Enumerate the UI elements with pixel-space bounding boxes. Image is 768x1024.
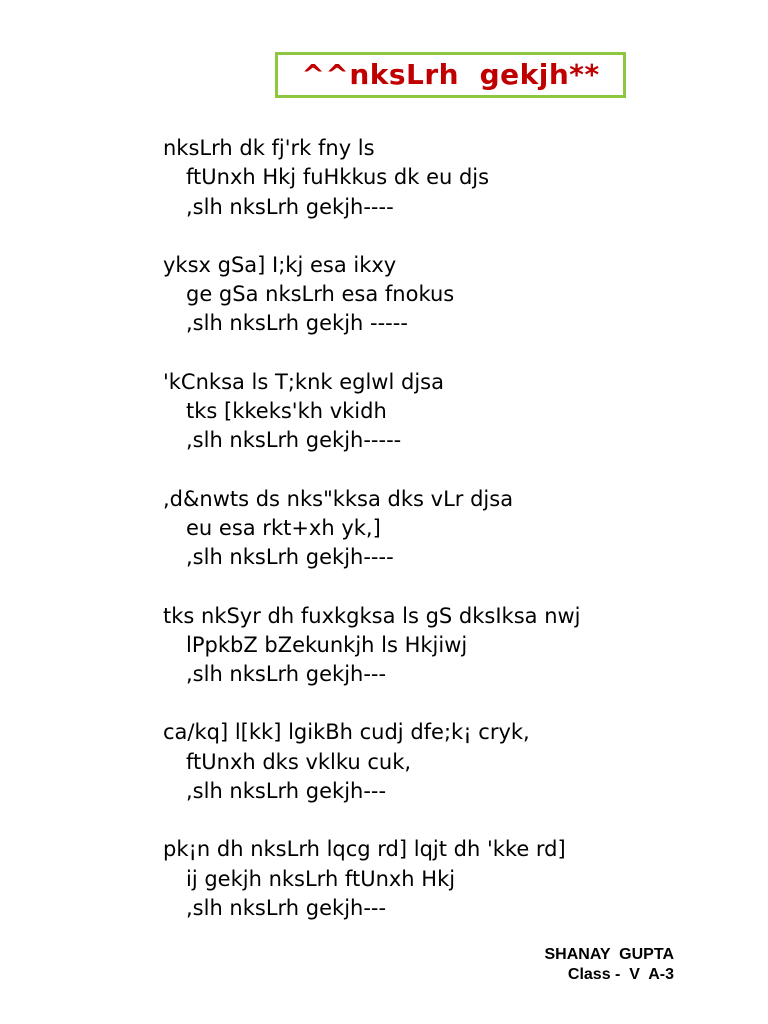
poem-line: 'kCnksa ls T;knk eglwl djsa — [163, 369, 444, 394]
stanza-1 — [163, 134, 753, 222]
poem-line: eu esa rkt+xh yk,] — [186, 515, 381, 540]
poem-line: nksLrh dk fj'rk fny ls — [163, 136, 375, 160]
poem-line: ge gSa nksLrh esa fnokus — [186, 282, 455, 307]
poem-refrain: ,slh nksLrh gekjh--- — [186, 895, 387, 920]
poem-refrain: ,slh nksLrh gekjh---- — [186, 545, 394, 570]
poem-line: ftUnxh Hkj fuHkkus dk eu djs — [186, 165, 490, 190]
poem-line: ij gekjh nksLrh ftUnxh Hkj — [186, 866, 456, 891]
poem-refrain: ,slh nksLrh gekjh----- — [186, 428, 402, 453]
poem-line: ca/kq] l[kk] lgikBh cudj dfe;k¡ cryk, — [163, 720, 530, 745]
page-title: ^^nksLrh gekjh** — [301, 58, 600, 91]
stanza-2 — [163, 251, 753, 339]
poem-line: tks nkSyr dh fuxkgksa ls gS dksIksa nwj — [163, 603, 581, 628]
poem-line: yksx gSa] I;kj esa ikxy — [163, 252, 397, 277]
poem-refrain: ,slh nksLrh gekjh ----- — [186, 311, 408, 336]
poem-line: tks [kkeks'kh vkidh — [186, 399, 387, 424]
poem-line: pk¡n dh nksLrh lqcg rd] lqjt dh 'kke rd] — [163, 837, 566, 862]
poem-body — [163, 134, 753, 952]
author-class: Class - V A-3 — [567, 966, 674, 983]
poem-refrain: ,slh nksLrh gekjh--- — [186, 779, 387, 804]
stanza-5 — [163, 602, 753, 690]
author-block — [544, 945, 674, 985]
poem-refrain: ,slh nksLrh gekjh--- — [186, 662, 387, 687]
stanza-6 — [163, 718, 753, 806]
poem-line: lPpkbZ bZekunkjh ls Hkjiwj — [186, 632, 468, 657]
poem-refrain: ,slh nksLrh gekjh---- — [186, 194, 394, 219]
stanza-4 — [163, 485, 753, 573]
stanza-3 — [163, 368, 753, 456]
title-box — [275, 52, 626, 98]
poem-line: ,d&nwts ds nks"kksa dks vLr djsa — [163, 486, 514, 511]
poem-line: ftUnxh dks vklku cuk, — [186, 749, 412, 774]
author-name: SHANAY GUPTA — [544, 946, 674, 963]
stanza-7 — [163, 835, 753, 923]
